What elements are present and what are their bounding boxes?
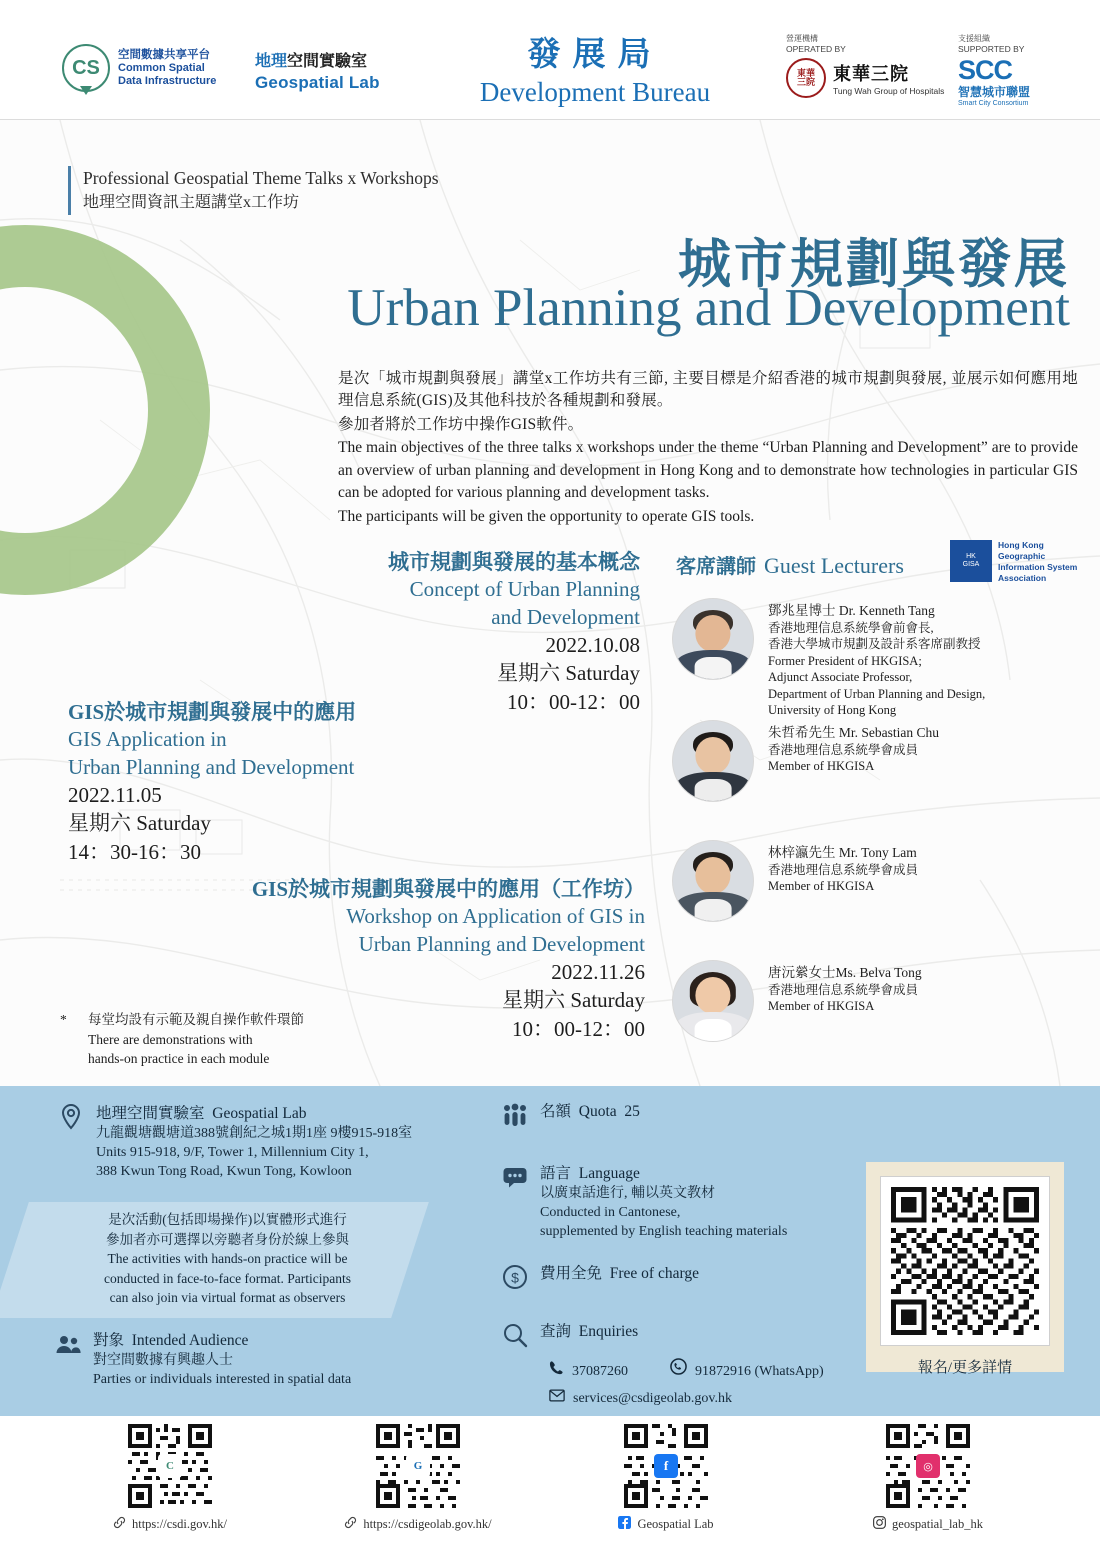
people-icon <box>55 1331 81 1357</box>
avatar <box>672 840 754 922</box>
supported-by-en: SUPPORTED BY <box>958 44 1025 54</box>
poster-body <box>0 120 1100 1086</box>
hkgisa-line-3: Information System <box>998 562 1078 573</box>
enquiries-contacts <box>549 1358 824 1412</box>
guest-3-title-en-1: Member of HKGISA <box>768 879 875 894</box>
hybrid-note-text <box>55 1210 400 1308</box>
quota-heading: 名額 Quota 25 <box>540 1103 640 1120</box>
hybrid-en-2: conducted in face-to-face format. Participants <box>103 1270 351 1286</box>
note-en-1: There are demonstrations with <box>88 1031 253 1047</box>
csdi-logo-text <box>118 49 216 88</box>
qr-code-instagram[interactable] <box>886 1424 970 1508</box>
language-heading: 語言 Language <box>540 1165 640 1182</box>
enquiries-item <box>502 1322 638 1348</box>
avatar <box>672 960 754 1042</box>
csdi-logo <box>62 44 216 92</box>
venue-address-en-1: Units 915-918, 9/F, Tower 1, Millennium City 1, <box>96 1144 369 1160</box>
operated-by-block <box>786 34 944 98</box>
operated-by-zh: 營運機構 <box>786 34 818 43</box>
guest-1-title-zh-1: 香港地理信息系統學會前會長, <box>768 620 934 635</box>
guest-lecturer-1 <box>672 598 985 719</box>
language-desc-zh: 以廣東話進行, 輔以英文教材 <box>540 1185 715 1201</box>
talk-2-date: 2022.11.05 <box>68 782 162 807</box>
guest-3-name: 林梓瀛先生 Mr. Tony Lam <box>768 845 917 860</box>
location-pin-icon <box>58 1104 84 1130</box>
whatsapp-icon <box>670 1358 687 1386</box>
operated-by-label <box>786 34 944 55</box>
supported-by-block <box>958 34 1030 107</box>
link-icon <box>113 1516 126 1533</box>
talk-2-title-zh: GIS於城市規劃與發展中的應用 <box>68 700 357 724</box>
instagram-badge-icon: ◎ <box>916 1454 940 1478</box>
quota-item <box>502 1102 640 1128</box>
intro-en-2: The participants will be given the opportunity to operate GIS tools. <box>338 507 755 525</box>
poster-title-zh: 城市規劃與發展 <box>678 236 1070 294</box>
module-note <box>60 1010 304 1069</box>
instagram-icon <box>873 1516 886 1533</box>
scc-logo <box>958 54 1031 108</box>
guest-lecturers-heading <box>676 550 904 579</box>
talk-2-title-en-2: Urban Planning and Development <box>68 754 355 779</box>
guest-3-info <box>768 840 918 895</box>
hybrid-en-3: can also join via virtual format as observers <box>109 1290 346 1306</box>
talk-2-day: 星期六 Saturday <box>68 811 211 836</box>
guest-1-title-en-4: University of Hong Kong <box>768 703 897 718</box>
talk-2 <box>68 698 356 866</box>
audience-item <box>55 1331 351 1390</box>
footer-link-4-text[interactable]: geospatial_lab_hk <box>892 1517 983 1531</box>
qr-code-image <box>891 1187 1039 1335</box>
guest-4-title-en-1: Member of HKGISA <box>768 999 875 1014</box>
enquiries-heading: 查詢 Enquiries <box>540 1323 639 1340</box>
footer-link-1[interactable] <box>50 1424 290 1533</box>
page-header <box>0 0 1100 120</box>
csdi-en-1: Common Spatial <box>118 61 205 74</box>
venue-item <box>58 1104 412 1182</box>
talk-1-title-en-2: and Development <box>491 604 640 629</box>
geolab-zh-dark: 空間實驗室 <box>287 53 368 70</box>
info-band <box>0 1086 1100 1416</box>
dollar-icon <box>502 1264 528 1290</box>
fee-item <box>502 1264 699 1290</box>
geospatial-lab-logo <box>255 52 380 93</box>
link-icon <box>344 1516 357 1533</box>
fee-text <box>540 1264 699 1290</box>
twgh-seal-icon: 東華 三院 <box>786 58 826 98</box>
guest-1-title-en-1: Former President of HKGISA; <box>768 653 922 668</box>
hkgisa-mark-icon: HK GISA <box>950 540 992 582</box>
talk-1-day: 星期六 Saturday <box>497 661 640 686</box>
devb-zh: 發展局 <box>527 37 663 73</box>
hkgisa-line-4: Association <box>998 573 1047 584</box>
guest-2-info <box>768 720 939 775</box>
enquiries-email-row <box>549 1386 824 1413</box>
language-desc-en-1: Conducted in Cantonese, <box>540 1204 681 1220</box>
talk-2-title-en-1: GIS Application in <box>68 727 227 752</box>
talk-1 <box>388 548 640 716</box>
talk-2-time: 14：30-16：30 <box>68 839 201 864</box>
enquiries-email[interactable]: services@csdigeolab.gov.hk <box>573 1390 732 1406</box>
guest-1-info <box>768 598 985 719</box>
geolab-badge-icon: G <box>406 1454 430 1478</box>
qr-code-facebook[interactable] <box>624 1424 708 1508</box>
talk-1-title-en-1: Concept of Urban Planning <box>409 577 640 602</box>
geolab-zh <box>255 52 380 72</box>
intro-zh-1: 是次「城市規劃與發展」講堂x工作坊共有三節, 主要目標是介紹香港的城市規劃與發展, 並展示如何應用地理信息系統(GIS)及其他科技於各種規劃和發展。 <box>338 370 1078 410</box>
csdi-en-2: Data Infrastructure <box>118 74 217 87</box>
enquiries-whatsapp[interactable]: 91872916 (WhatsApp) <box>695 1363 824 1379</box>
talk-3-date: 2022.11.26 <box>551 959 645 984</box>
twgh-zh: 東華三院 <box>833 63 909 84</box>
intro-en-1: The main objectives of the three talks x workshops under the theme “Urban Planning and Development” are to provide an overview of urban planning and development in Hong Kong and to demonstrate how technologies in particular GIS can be adopted for various planning and development tasks. <box>338 439 1078 502</box>
footer <box>0 1416 1100 1556</box>
fee-heading: 費用全免 Free of charge <box>540 1265 699 1282</box>
audience-text <box>93 1331 351 1390</box>
talk-3-time: 10：00-12：00 <box>512 1016 645 1041</box>
footer-link-3[interactable] <box>546 1424 786 1533</box>
hkgisa-name <box>998 540 1077 584</box>
registration-qr-code[interactable] <box>880 1176 1050 1346</box>
venue-text <box>96 1104 412 1182</box>
avatar <box>672 598 754 680</box>
guest-1-title-zh-2: 香港大學城市規劃及設計系客席副教授 <box>768 637 981 652</box>
geolab-en: Geospatial Lab <box>255 73 380 92</box>
talk-1-title-zh: 城市規劃與發展的基本概念 <box>388 550 640 574</box>
footer-link-4-label[interactable] <box>808 1516 1048 1533</box>
footer-link-4[interactable] <box>808 1424 1048 1533</box>
csdi-mark-icon <box>62 44 110 92</box>
venue-heading: 地理空間實驗室 Geospatial Lab <box>96 1105 307 1122</box>
hkgisa-line-2: Geographic <box>998 551 1046 562</box>
venue-address-zh: 九龍觀塘觀塘道388號創紀之城1期1座 9樓915-918室 <box>96 1125 413 1141</box>
guest-lecturer-2 <box>672 720 939 802</box>
supported-by-zh: 支援組織 <box>958 34 990 43</box>
quota-text <box>540 1102 640 1128</box>
devb-en: Development Bureau <box>479 77 711 107</box>
operated-by-en: OPERATED BY <box>786 44 846 54</box>
section-title-zh: 地理空間資訊主題講堂x工作坊 <box>83 194 300 212</box>
guest-3-title-zh-1: 香港地理信息系統學會成員 <box>768 862 919 877</box>
twgh-logo <box>786 58 944 98</box>
guest-1-title-en-3: Department of Urban Planning and Design, <box>768 686 986 701</box>
guest-2-title-en-1: Member of HKGISA <box>768 759 875 774</box>
guest-1-title-en-2: Adjunct Associate Professor, <box>768 670 913 685</box>
talk-3-title-en-1: Workshop on Application of GIS in <box>346 904 645 929</box>
poster-title-en: Urban Planning and Development <box>347 279 1070 337</box>
talk-3-title-zh: GIS於城市規劃與發展中的應用（工作坊） <box>251 877 645 901</box>
facebook-icon <box>618 1516 631 1533</box>
footer-link-2-text[interactable]: https://csdigeolab.gov.hk/ <box>363 1517 492 1531</box>
phone-icon <box>549 1359 564 1386</box>
enquiries-text <box>540 1322 638 1348</box>
guest-4-name: 唐沅縈女士Ms. Belva Tong <box>768 965 922 980</box>
scc-logo-text: SCC <box>958 54 1013 85</box>
hybrid-en-1: The activities with hands-on practice will be <box>107 1251 348 1267</box>
guest-lecturer-3 <box>672 840 918 922</box>
footer-link-2-label[interactable] <box>298 1516 538 1533</box>
audience-desc-zh: 對空間數據有興趣人士 <box>93 1352 233 1368</box>
note-en-2: hands-on practice in each module <box>88 1051 270 1067</box>
qr-code-geolab[interactable] <box>376 1424 460 1508</box>
facebook-badge-icon: f <box>654 1454 678 1478</box>
qr-code-csdi[interactable] <box>128 1424 212 1508</box>
guest-2-name: 朱哲希先生 Mr. Sebastian Chu <box>768 725 939 740</box>
supported-by-label <box>958 34 1030 55</box>
talk-3 <box>252 875 645 1043</box>
hkgisa-logo <box>950 540 1077 584</box>
scc-zh: 智慧城市聯盟 <box>958 85 1031 100</box>
footer-link-2[interactable] <box>298 1424 538 1533</box>
guest-heading-en: Guest Lecturers <box>764 553 904 578</box>
footer-link-3-label[interactable] <box>546 1516 786 1533</box>
guest-1-name: 鄧兆星博士 Dr. Kenneth Tang <box>768 603 935 618</box>
csdi-mark-text: CS <box>72 56 100 79</box>
magnifier-icon <box>502 1322 528 1348</box>
guest-2-title-zh-1: 香港地理信息系統學會成員 <box>768 742 919 757</box>
note-zh: 每堂均設有示範及親自操作軟件環節 <box>88 1012 304 1027</box>
guest-4-title-zh-1: 香港地理信息系統學會成員 <box>768 982 919 997</box>
geolab-zh-blue: 地理 <box>255 53 288 70</box>
section-title <box>68 166 439 215</box>
footer-link-3-text[interactable]: Geospatial Lab <box>637 1517 714 1531</box>
note-star: * <box>60 1012 67 1027</box>
talk-1-time: 10：00-12：00 <box>507 689 640 714</box>
speech-bubble-icon <box>502 1164 528 1190</box>
talk-3-title-en-2: Urban Planning and Development <box>358 931 645 956</box>
guest-heading-zh: 客席講師 <box>676 556 756 578</box>
venue-address-en-2: 388 Kwun Tong Road, Kwun Tong, Kowloon <box>96 1163 352 1179</box>
guest-4-info <box>768 960 922 1015</box>
avatar <box>672 720 754 802</box>
intro-paragraphs <box>338 368 1078 529</box>
quota-value: 25 <box>624 1103 640 1120</box>
audience-heading: 對象 Intended Audience <box>93 1332 249 1349</box>
footer-link-1-text[interactable]: https://csdi.gov.hk/ <box>131 1517 228 1531</box>
enquiries-phone-row <box>549 1358 824 1386</box>
csdi-badge-icon: C <box>158 1454 182 1478</box>
language-item <box>502 1164 787 1242</box>
svg-text:$: $ <box>511 1269 519 1286</box>
talk-3-day: 星期六 Saturday <box>502 988 645 1013</box>
qr-caption: 報名/更多詳情 <box>917 1360 1013 1376</box>
scc-en: Smart City Consortium <box>958 100 1029 108</box>
language-desc-en-2: supplemented by English teaching materials <box>540 1223 788 1239</box>
section-title-en: Professional Geospatial Theme Talks x Workshops <box>83 168 439 188</box>
twgh-en: Tung Wah Group of Hospitals <box>833 85 945 96</box>
csdi-zh: 空間數據共享平台 <box>118 48 210 61</box>
intro-zh-2: 參加者將於工作坊中操作GIS軟件。 <box>338 415 584 433</box>
footer-link-1-label[interactable] <box>50 1516 290 1533</box>
enquiries-phone[interactable]: 37087260 <box>572 1363 628 1379</box>
hybrid-zh-2: 參加者亦可選擇以旁聽者身份於線上參與 <box>106 1231 349 1247</box>
talk-1-date: 2022.10.08 <box>545 632 640 657</box>
guest-lecturer-4 <box>672 960 922 1042</box>
hkgisa-line-1: Hong Kong <box>998 540 1044 550</box>
hybrid-zh-1: 是次活動(包括即場操作)以實體形式進行 <box>108 1212 347 1227</box>
mail-icon <box>549 1386 565 1413</box>
language-text <box>540 1164 787 1242</box>
audience-desc-en: Parties or individuals interested in spatial data <box>93 1371 352 1387</box>
group-icon <box>502 1102 528 1128</box>
development-bureau-logo <box>450 28 740 108</box>
